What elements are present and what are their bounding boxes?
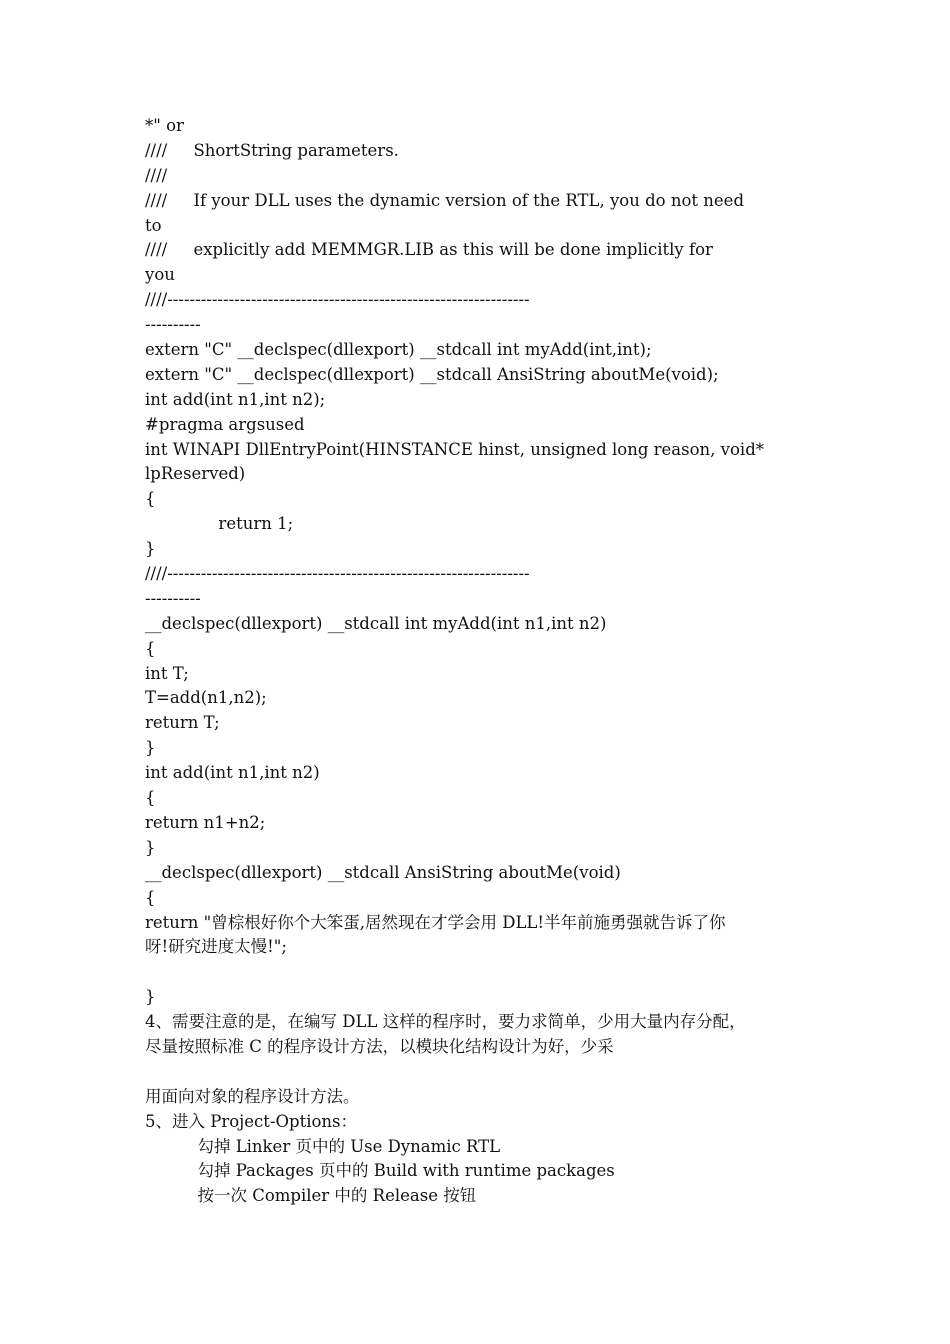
text-line: ////----------------------------------------------------------------- xyxy=(145,564,530,584)
text-line: int T; xyxy=(145,663,189,683)
document-body xyxy=(145,114,810,1209)
text-line: 按一次 Compiler 中的 Release 按钮 xyxy=(145,1186,477,1206)
text-line: ////----------------------------------------------------------------- xyxy=(145,290,530,310)
text-line: *" or xyxy=(145,116,184,135)
text-line: 用面向对象的程序设计方法。 xyxy=(145,1086,360,1106)
text-line: 呀!研究进度太慢!"; xyxy=(145,937,287,957)
text-line: 勾掉 Packages 页中的 Build with runtime packages xyxy=(145,1161,615,1181)
text-line: } xyxy=(145,539,156,559)
text-line: return T; xyxy=(145,713,220,733)
text-line: } xyxy=(145,837,156,857)
text-line: to xyxy=(145,215,162,235)
text-line: int add(int n1,int n2); xyxy=(145,389,326,409)
text-line: } xyxy=(145,987,156,1007)
text-line: you xyxy=(145,265,175,285)
text-line: extern "C" __declspec(dllexport) __stdcall AnsiString aboutMe(void); xyxy=(145,364,719,384)
text-line: T=add(n1,n2); xyxy=(145,688,267,708)
text-line: //// explicitly add MEMMGR.LIB as this will be done implicitly for xyxy=(145,240,713,260)
text-line: { xyxy=(145,887,156,907)
text-line xyxy=(145,1060,810,1085)
text-line: lpReserved) xyxy=(145,464,246,484)
text-line: //// If your DLL uses the dynamic version of the RTL, you do not need xyxy=(145,190,745,210)
text-line: //// ShortString parameters. xyxy=(145,140,399,160)
text-line: //// xyxy=(145,165,168,185)
text-line: ---------- xyxy=(145,588,201,608)
text-line: { xyxy=(145,788,156,808)
text-line xyxy=(145,960,810,985)
text-line: int WINAPI DllEntryPoint(HINSTANCE hinst, unsigned long reason, void* xyxy=(145,439,764,459)
text-line: return n1+n2; xyxy=(145,812,266,832)
text-line: 5、进入 Project-Options： xyxy=(145,1111,358,1131)
text-line: 勾掉 Linker 页中的 Use Dynamic RTL xyxy=(145,1136,501,1156)
text-line: extern "C" __declspec(dllexport) __stdcall int myAdd(int,int); xyxy=(145,340,652,360)
text-line: __declspec(dllexport) __stdcall int myAdd(int n1,int n2) xyxy=(145,613,607,633)
text-line: 尽量按照标准 C 的程序设计方法，以模块化结构设计为好，少采 xyxy=(145,1036,614,1056)
text-line: __declspec(dllexport) __stdcall AnsiString aboutMe(void) xyxy=(145,862,621,882)
text-line: return 1; xyxy=(145,514,294,534)
text-line: ---------- xyxy=(145,315,201,335)
text-line: { xyxy=(145,489,156,509)
text-line: int add(int n1,int n2) xyxy=(145,763,320,783)
text-line: { xyxy=(145,638,156,658)
text-line: } xyxy=(145,738,156,758)
text-line: return "曾棕根好你个大笨蛋,居然现在才学会用 DLL!半年前施勇强就告诉了你 xyxy=(145,912,726,932)
text-line: #pragma argsused xyxy=(145,414,305,434)
text-line: 4、需要注意的是，在编写 DLL 这样的程序时，要力求简单，少用大量内存分配， xyxy=(145,1012,746,1032)
